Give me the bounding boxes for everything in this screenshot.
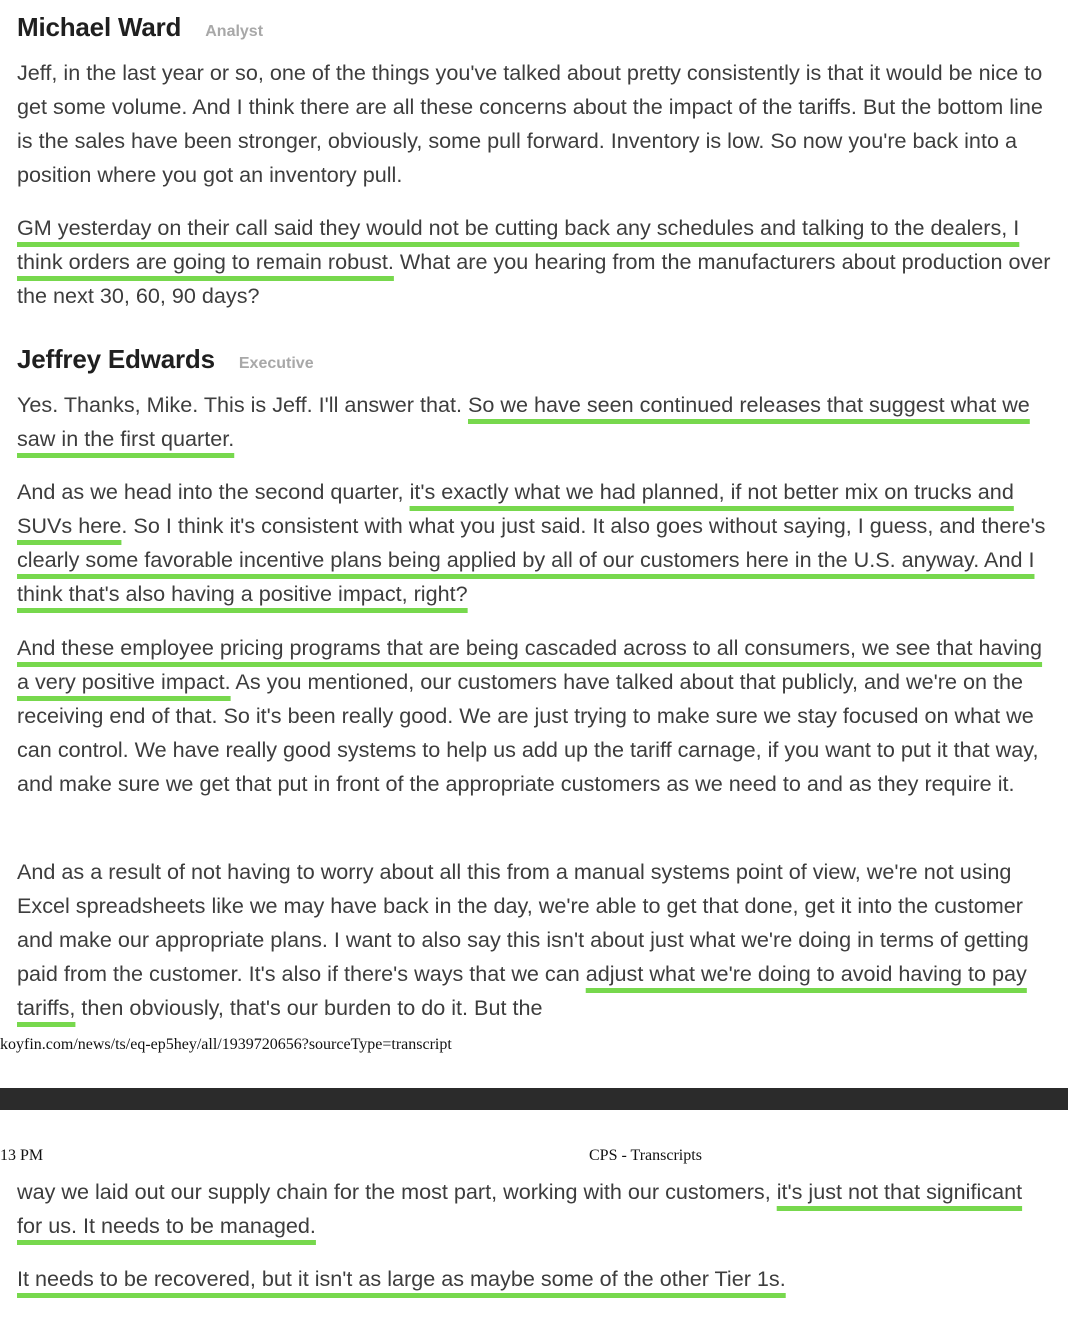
paragraph-text: then obviously, that's our burden to do it. But the [75, 995, 543, 1020]
paragraph-text: Yes. Thanks, Mike. This is Jeff. I'll answer that. [17, 392, 468, 417]
highlighted-text: clearly some favorable incentive plans being applied by all of our customers here in the U.S. anyway. And I think that's also having a positive impact, right? [17, 547, 1035, 606]
paragraph-text: way we laid out our supply chain for the most part, working with our customers, [17, 1179, 777, 1204]
transcript-paragraph [17, 855, 1052, 1025]
print-header-title: CPS - Transcripts [589, 1147, 702, 1164]
speaker-name: Michael Ward [17, 12, 182, 42]
paragraph-text: What are you hearing from the manufacturers about production over the next 30, 60, 90 days? [17, 249, 1051, 308]
paragraph-text: And as we head into the second quarter, [17, 479, 410, 504]
highlighted-text: it's just not that significant for us. It needs to be managed. [17, 1179, 1023, 1238]
transcript-paragraph [17, 631, 1052, 801]
transcript-paragraph [17, 211, 1052, 313]
highlighted-text: adjust what we're doing to avoid having to pay tariffs, [17, 961, 1027, 1020]
highlighted-text: it's exactly what we had planned, if not better mix on trucks and SUVs here [17, 479, 1014, 538]
speaker-header-michael-ward [17, 12, 263, 43]
highlighted-text: It needs to be recovered, but it isn't as large as maybe some of the other Tier 1s. [17, 1266, 786, 1291]
transcript-paragraph [17, 388, 1052, 456]
transcript-paragraph [17, 475, 1052, 611]
transcript-paragraph [17, 1175, 1052, 1243]
print-footer-url: koyfin.com/news/ts/eq-ep5hey/all/1939720656?sourceType=transcript [0, 1036, 452, 1053]
highlighted-text: GM yesterday on their call said they would not be cutting back any schedules and talking to the dealers, I think orders are going to remain robust. [17, 215, 1020, 274]
paragraph-text: And as a result of not having to worry about all this from a manual systems point of view, we're not using Excel spreadsheets like we may have back in the day, we're able to get that done, get it into the customer and make our appropriate plans. I want to also say this isn't about just what we're doing in terms of getting paid from the customer. It's also if there's ways that we can [17, 859, 1029, 986]
speaker-role: Analyst [205, 23, 264, 40]
highlighted-text: So we have seen continued releases that suggest what we saw in the first quarter. [17, 392, 1030, 451]
paragraph-text: Jeff, in the last year or so, one of the things you've talked about pretty consistently is that it would be nice to get some volume. And I think there are all these concerns about the impact of the tariffs. But the bottom line is the sales have been stronger, obviously, some pull forward. Inventory is low. So now you're back into a position where you got an inventory pull. [17, 60, 1043, 187]
speaker-name: Jeffrey Edwards [17, 344, 215, 374]
transcript-paragraph [17, 1262, 1052, 1296]
highlighted-text: And these employee pricing programs that are being cascaded across to all consumers, we see that having a very positive impact. [17, 635, 1043, 694]
paragraph-text: . So I think it's consistent with what you just said. It also goes without saying, I guess, and there's [121, 513, 1046, 538]
page-break-bar [0, 1088, 1068, 1110]
print-header-time: 13 PM [0, 1147, 44, 1164]
speaker-role: Executive [238, 355, 314, 372]
speaker-header-jeffrey-edwards [17, 344, 314, 375]
transcript-paragraph [17, 56, 1052, 192]
paragraph-text: As you mentioned, our customers have talked about that publicly, and we're on the receiving end of that. So it's been really good. We are just trying to make sure we stay focused on what we can control. We have really good systems to help us add up the tariff carnage, if you want to put it that way, and make sure we get that put in front of the appropriate customers as we need to and as they require it. [17, 669, 1039, 796]
